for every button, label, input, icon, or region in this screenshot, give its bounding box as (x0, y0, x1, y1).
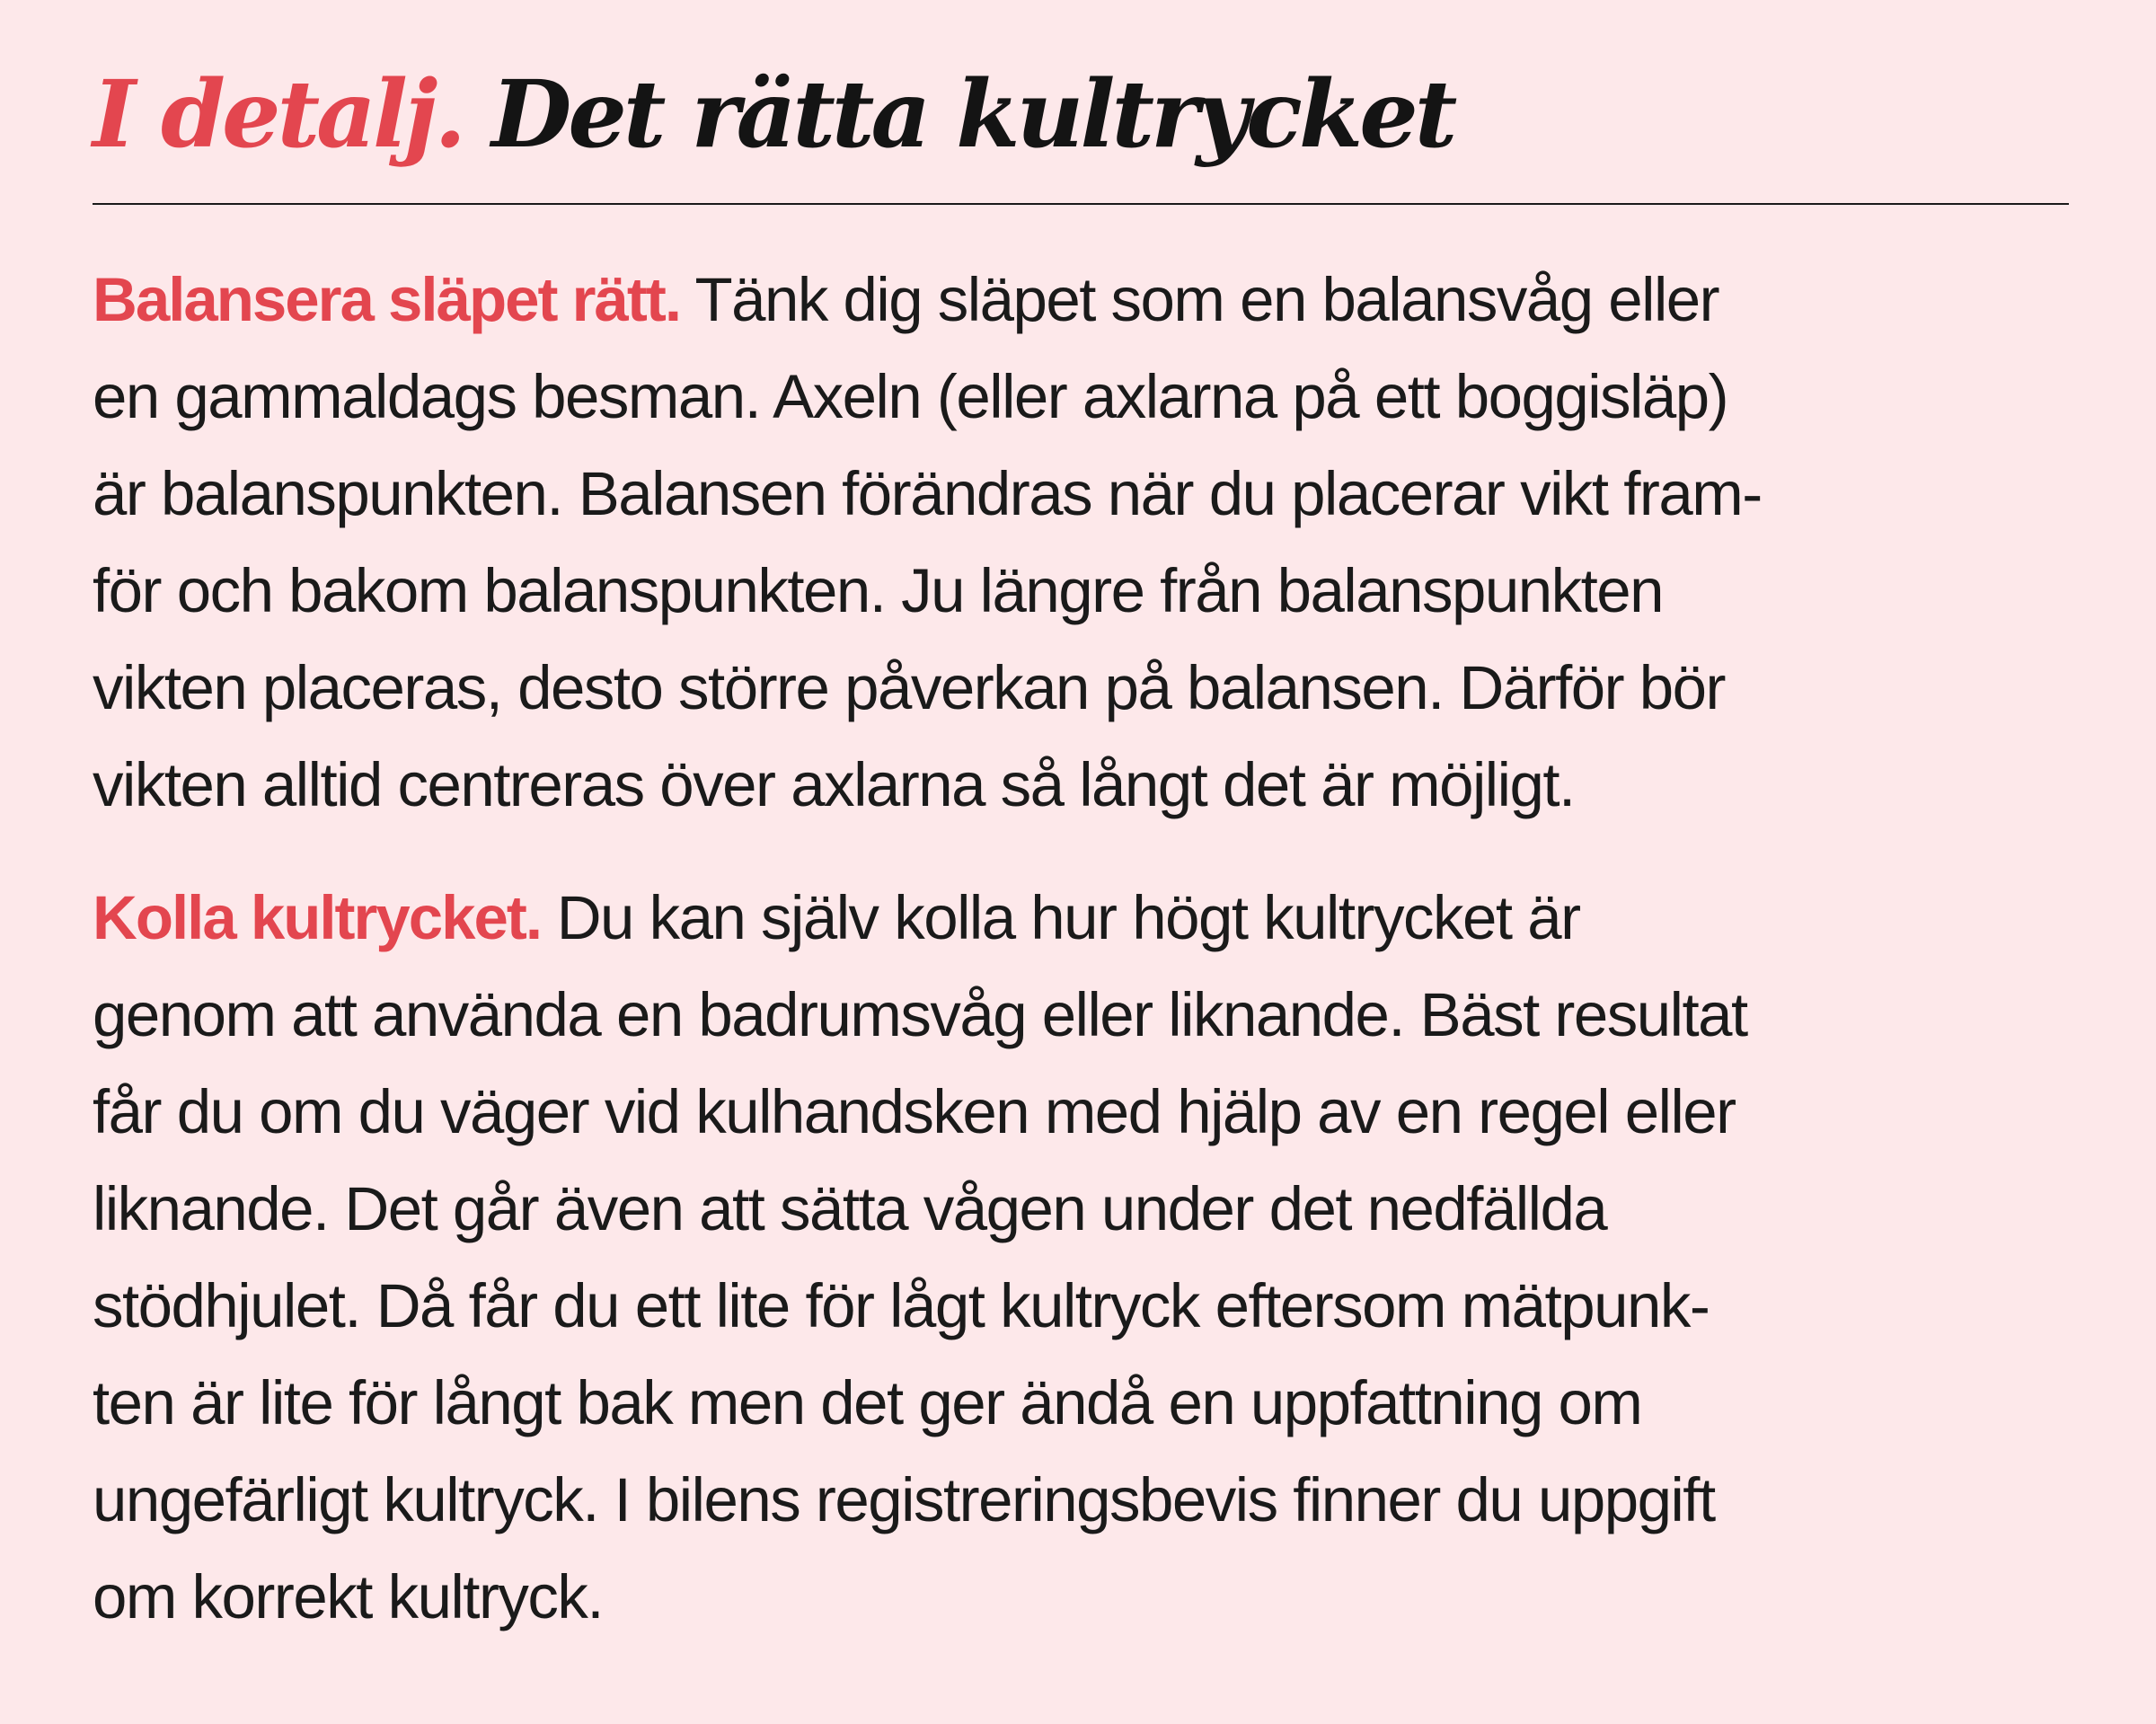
headline (93, 52, 2070, 178)
body-line: vikten placeras, desto större påverkan på balansen. Därför bör (93, 653, 1726, 722)
body-line: får du om du väger vid kulhandsken med hjälp av en regel eller (93, 1077, 1736, 1146)
body-line: för och bakom balanspunkten. Ju längre från balanspunkten (93, 556, 1664, 625)
body-line: vikten alltid centreras över axlarna så långt det är möjligt. (93, 750, 1575, 819)
section-lead: Kolla kultrycket. (93, 883, 542, 952)
section-balance (93, 252, 2070, 834)
body-line: om korrekt kultryck. (93, 1562, 604, 1631)
headline-title: Det rätta kultrycket (491, 60, 1454, 169)
headline-divider (93, 203, 2069, 205)
section-lead: Balansera släpet rätt. (93, 265, 680, 334)
body-line: en gammaldags besman. Axeln (eller axlarna på ett boggisläp) (93, 362, 1728, 431)
headline-kicker: I detalj. (93, 60, 464, 169)
section-check-pressure (93, 870, 2070, 1646)
body-line: stödhjulet. Då får du ett lite för lågt kultryck eftersom mätpunk- (93, 1271, 1710, 1340)
body-line: är balanspunkten. Balansen förändras när du placerar vikt fram- (93, 459, 1762, 528)
body-line: ungefärligt kultryck. I bilens registreringsbevis finner du uppgift (93, 1465, 1715, 1534)
body-line: ten är lite för långt bak men det ger ändå en uppfattning om (93, 1368, 1642, 1437)
body-line: liknande. Det går även att sätta vågen under det nedfällda (93, 1174, 1607, 1243)
body-line: Tänk dig släpet som en balansvåg eller (694, 265, 1719, 334)
body-line: Du kan själv kolla hur högt kultrycket är (556, 883, 1580, 952)
body-line: genom att använda en badrumsvåg eller liknande. Bäst resultat (93, 980, 1747, 1049)
